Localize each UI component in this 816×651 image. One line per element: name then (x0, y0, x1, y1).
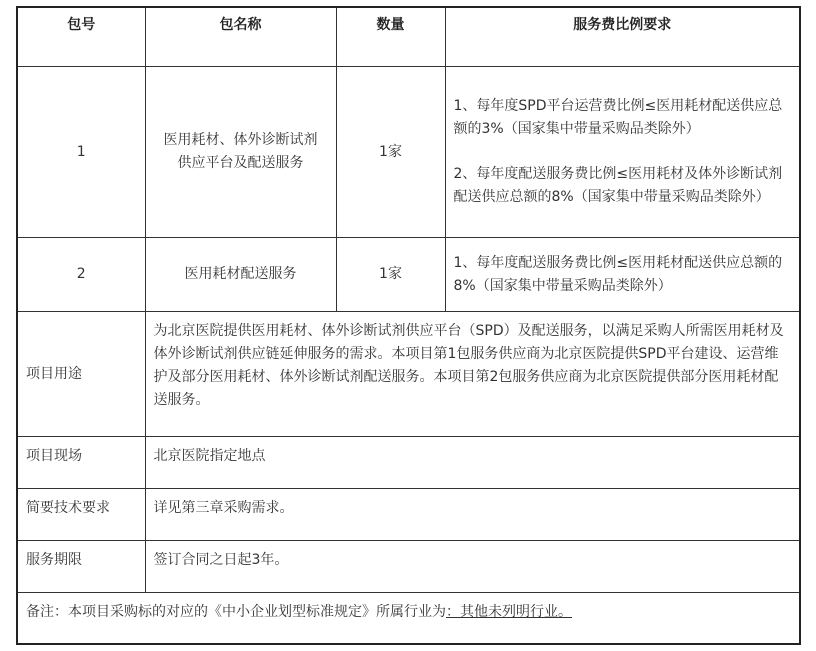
tech-row (17, 489, 800, 541)
note-row (17, 593, 800, 644)
site-value: 北京医院指定地点 (145, 437, 800, 489)
package-fee-requirements (445, 67, 800, 238)
note-prefix: 备注：本项目采购标的对应的《中小企业划型标准规定》所属行业为 (26, 604, 446, 620)
period-label: 服务期限 (17, 541, 145, 593)
site-row (17, 437, 800, 489)
package-name: 医用耗材、体外诊断试剂供应平台及配送服务 (145, 67, 336, 238)
package-fee-requirements (445, 238, 800, 312)
header-quantity: 数量 (336, 7, 445, 67)
period-row (17, 541, 800, 593)
note-cell (17, 593, 800, 644)
package-quantity: 1家 (336, 238, 445, 312)
tech-label: 简要技术要求 (17, 489, 145, 541)
tech-value: 详见第三章采购需求。 (145, 489, 800, 541)
site-label: 项目现场 (17, 437, 145, 489)
purpose-value: 为北京医院提供医用耗材、体外诊断试剂供应平台（SPD）及配送服务，以满足采购人所需医用耗材及体外诊断试剂供应链延伸服务的需求。本项目第1包服务供应商为北京医院提供SPD平台建设、运营维护及部分医用耗材、体外诊断试剂配送服务。本项目第2包服务供应商为北京医院提供部分医用耗材配送服务。 (145, 312, 800, 437)
procurement-table (16, 6, 801, 645)
purpose-label: 项目用途 (17, 312, 145, 437)
package-no: 2 (17, 238, 145, 312)
requirement-item: 2、每年度配送服务费比例≤医用耗材及体外诊断试剂配送供应总额的8%（国家集中带量采购品类除外） (453, 166, 783, 205)
package-row-2 (17, 238, 800, 312)
header-package-name: 包名称 (145, 7, 336, 67)
period-value: 签订合同之日起3年。 (145, 541, 800, 593)
header-row (17, 7, 800, 67)
package-row-1 (17, 67, 800, 238)
package-no: 1 (17, 67, 145, 238)
package-quantity: 1家 (336, 67, 445, 238)
requirement-item: 1、每年度SPD平台运营费比例≤医用耗材配送供应总额的3%（国家集中带量采购品类除外） (453, 98, 783, 137)
note-industry: ：其他未列明行业。 (446, 604, 572, 620)
requirement-item: 1、每年度配送服务费比例≤医用耗材配送供应总额的8%（国家集中带量采购品类除外） (453, 254, 783, 294)
header-fee-ratio: 服务费比例要求 (445, 7, 800, 67)
package-name: 医用耗材配送服务 (145, 238, 336, 312)
header-package-no: 包号 (17, 7, 145, 67)
purpose-row (17, 312, 800, 437)
